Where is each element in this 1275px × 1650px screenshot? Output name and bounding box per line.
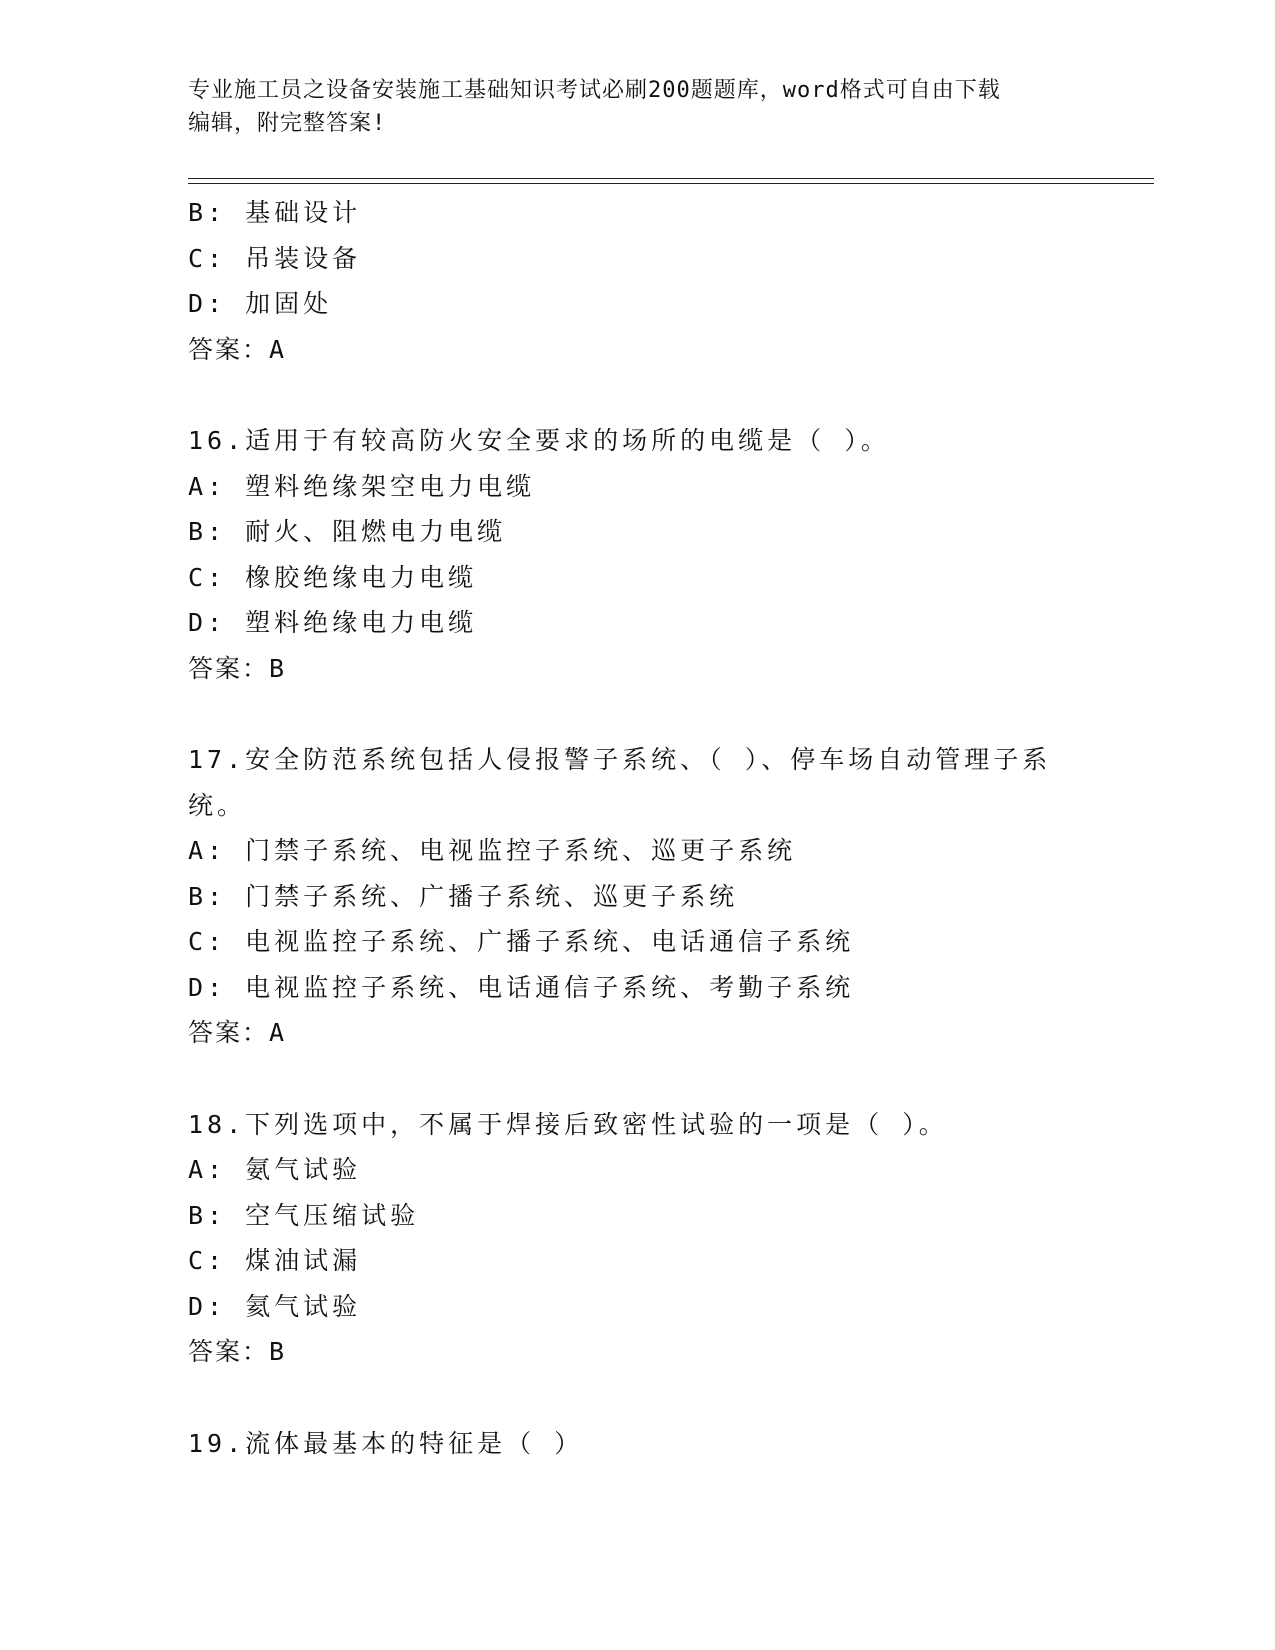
option-c: C: 煤油试漏 xyxy=(188,1246,362,1275)
answer: 答案：B xyxy=(188,653,287,683)
spacer xyxy=(188,1375,1088,1421)
question-15-tail xyxy=(188,190,1088,372)
spacer xyxy=(188,372,1088,418)
option-b: B: 空气压缩试验 xyxy=(188,1200,420,1230)
question-list xyxy=(188,190,1088,1466)
question-text: 18.下列选项中，不属于焊接后致密性试验的一项是（ ）。 xyxy=(188,1109,948,1139)
header-rule-top xyxy=(188,178,1154,179)
question-16 xyxy=(188,418,1088,691)
option-d: D: 加固处 xyxy=(188,289,333,318)
option-a: A: 塑料绝缘架空电力电缆 xyxy=(188,471,536,501)
answer: 答案：A xyxy=(188,1018,287,1047)
option-c: C: 橡胶绝缘电力电缆 xyxy=(188,562,478,592)
question-text: 19.流体最基本的特征是（ ） xyxy=(188,1428,584,1458)
answer: 答案：A xyxy=(188,334,287,364)
answer: 答案：B xyxy=(188,1337,287,1366)
option-c: C: 吊装设备 xyxy=(188,243,362,273)
option-b: B: 基础设计 xyxy=(188,198,362,227)
header-line-2: 编辑，附完整答案! xyxy=(188,111,387,136)
question-17 xyxy=(188,737,1088,1056)
header-line-1: 专业施工员之设备安装施工基础知识考试必刷200题题库，word格式可自由下载 xyxy=(188,78,1001,103)
spacer xyxy=(188,1056,1088,1102)
option-d: D: 塑料绝缘电力电缆 xyxy=(188,608,478,637)
question-text-line-1: 17.安全防范系统包括人侵报警子系统、（ ）、停车场自动管理子系 xyxy=(188,745,1052,774)
option-b: B: 门禁子系统、广播子系统、巡更子系统 xyxy=(188,881,739,911)
option-d: D: 氦气试验 xyxy=(188,1291,362,1321)
header-rule-bottom xyxy=(188,183,1154,184)
option-a: A: 氨气试验 xyxy=(188,1155,362,1184)
option-c: C: 电视监控子系统、广播子系统、电话通信子系统 xyxy=(188,927,855,956)
question-text-line-2: 统。 xyxy=(188,790,247,820)
spacer xyxy=(188,691,1088,737)
question-18 xyxy=(188,1102,1088,1375)
option-b: B: 耐火、阻燃电力电缆 xyxy=(188,517,507,546)
option-d: D: 电视监控子系统、电话通信子系统、考勤子系统 xyxy=(188,972,855,1002)
question-19 xyxy=(188,1421,1088,1467)
option-a: A: 门禁子系统、电视监控子系统、巡更子系统 xyxy=(188,836,797,865)
document-header xyxy=(188,74,1068,140)
question-text: 16.适用于有较高防火安全要求的场所的电缆是（ ）。 xyxy=(188,426,890,455)
